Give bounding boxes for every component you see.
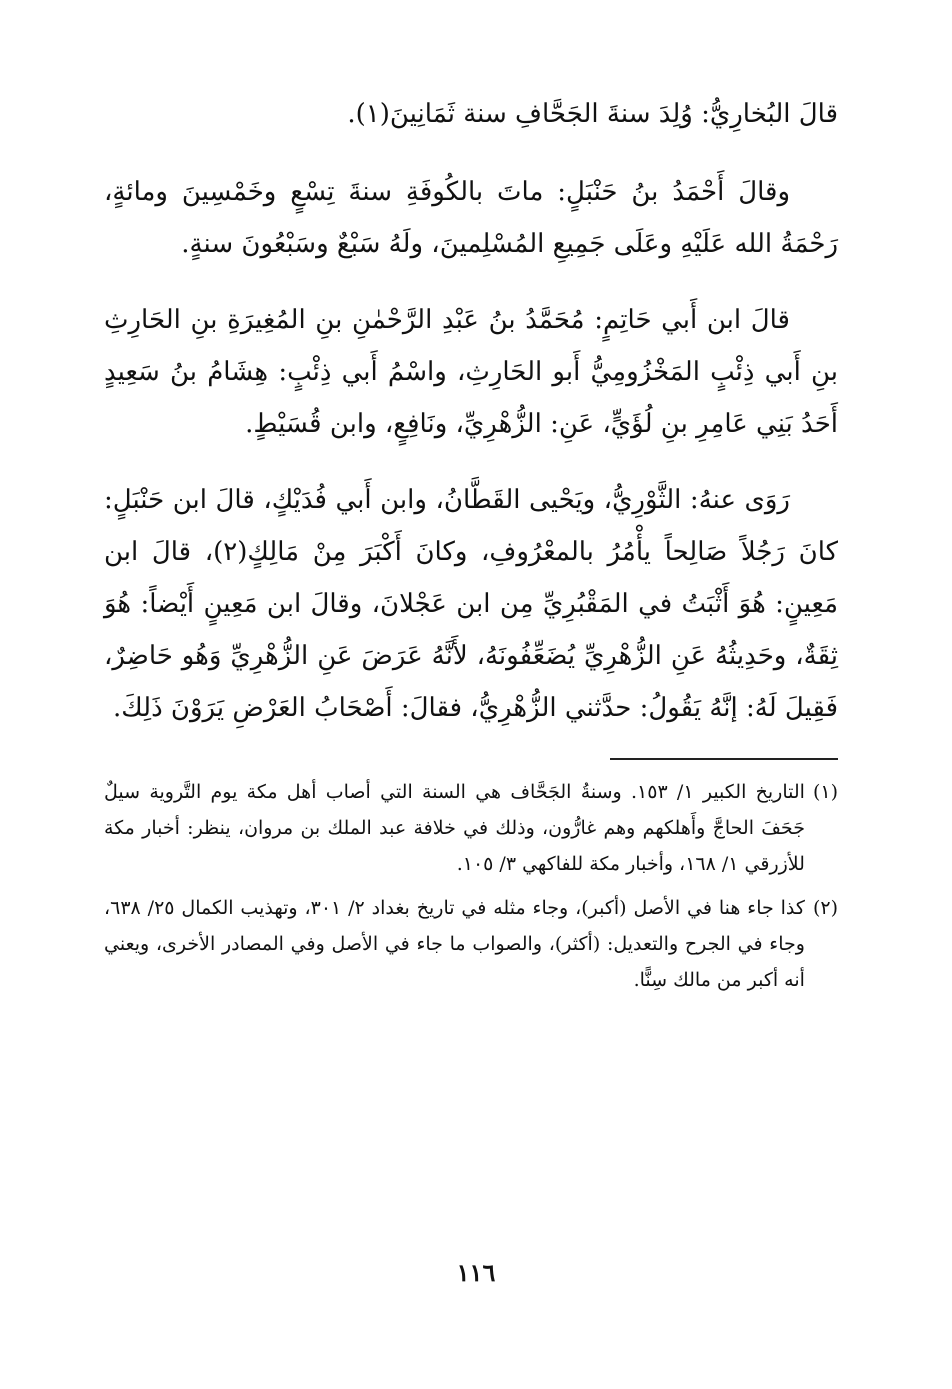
paragraph-ibn-abi-hatim: قالَ ابن أَبي حَاتِمٍ: مُحَمَّدُ بنُ عَبْدِ الرَّحْمٰنِ بنِ المُغِيرَةِ بنِ الحَارِثِ بنِ أَبي ذِئْبٍ المَخْزُومِيُّ أَبو الحَارِثِ، واسْمُ أَبي ذِئْبٍ: هِشَامُ بنُ سَعِيدٍ أَحَدُ بَنِي عَامِرِ بنِ لُؤَيٍّ، عَنِ: الزُّهْرِيِّ، ونَافِعٍ، وابن قُسَيْطٍ. (104, 305, 838, 439)
footnote-number: (١) (812, 781, 838, 803)
paragraph-ahmad-ibn-hanbal: وقالَ أَحْمَدُ بنُ حَنْبَلٍ: ماتَ بالكُوفَةِ سنةَ تِسْعٍ وخَمْسِينَ ومائةٍ، رَحْمَةُ الله عَلَيْهِ وعَلَى جَمِيعِ المُسْلِمينَ، ولَهُ سَبْعٌ وسَبْعُونَ سنةٍ. (104, 177, 838, 259)
paragraph-narrators: رَوَى عنهُ: الثَّوْرِيُّ، ويَحْيى القَطَّانُ، وابن أَبي فُدَيْكٍ، قالَ ابن حَنْبَلٍ: كانَ رَجُلاً صَالِحاً يأْمُرُ بالمعْرُوفِ، وكانَ أَكْبَرَ مِنْ مَالِكٍ(٢)، قالَ ابن مَعِينٍ: هُوَ أَثْبَتُ في المَقْبُرِيِّ مِن ابن عَجْلانَ، وقالَ ابن مَعِينٍ أَيْضاً: هُوَ ثِقَةٌ، وحَدِيثُهُ عَنِ الزُّهْرِيِّ يُضَعِّفُونَهُ، لأَنَّهُ عَرَضَ عَنِ الزُّهْرِيِّ وَهُو حَاضِرٌ، فَقِيلَ لَهُ: إنَّهُ يَقُولُ: حدَّثني الزُّهْرِيُّ، فقالَ: أَصْحَابُ العَرْضِ يَرَوْنَ ذَلِكَ. (104, 485, 838, 723)
paragraph-bukhari: قالَ البُخارِيُّ: وُلِدَ سنةَ الجَحَّافِ سنة ثَمَانِينَ(١). (347, 99, 838, 129)
footnote-text: التاريخ الكبير ١/ ١٥٣. وسنةُ الجَحَّاف هي السنة التي أصاب أهل مكة يوم التَّروية سيلٌ جَحَفَ الحاجَّ وأَهلكهم وهم غارُّون، وذلك في خلافة عبد الملك بن مروان، ينظر: أخبار مكة للأزرقي ١/ ١٦٨، وأخبار مكة للفاكهي ٣/ ١٠٥. (104, 781, 805, 875)
page-number: ١١٦ (456, 1258, 496, 1287)
footnote-text: كذا جاء هنا في الأصل (أكبر)، وجاء مثله في تاريخ بغداد ٢/ ٣٠١، وتهذيب الكمال ٢٥/ ٦٣٨، وجاء في الجرح والتعديل: (أكثر)، والصواب ما جاء في الأصل وفي المصادر الأخرى، ويعني أنه أكبر من مالك سِنًّا. (104, 897, 805, 991)
footnote-divider (610, 758, 838, 760)
footnote-1 (104, 774, 838, 882)
page-content (104, 88, 838, 1006)
footnote-2 (104, 890, 838, 998)
footnote-number: (٢) (812, 897, 838, 919)
